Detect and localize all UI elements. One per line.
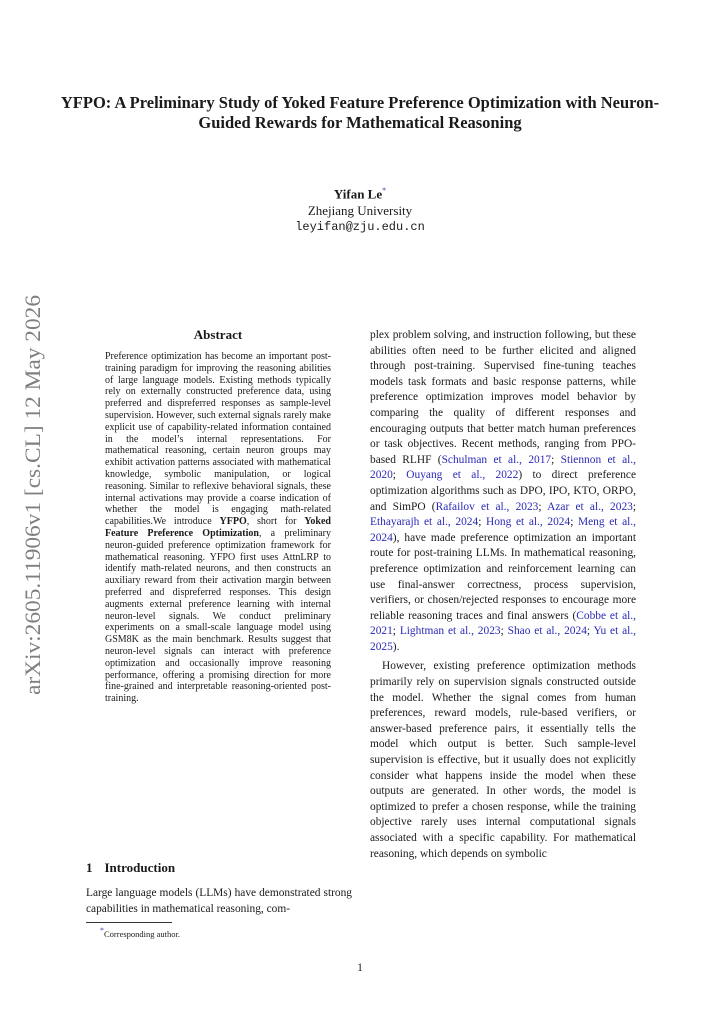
citation-sep: ; xyxy=(478,516,487,529)
abstract-fullname: Yoked Feature Preference Optimization xyxy=(105,516,331,539)
p1-text-a: plex problem solving, and instruction following, but these abilities often need to be further elicited and aligned through post-training. Supervised fine-tuning teaches models task formats and basic response patterns, while preference optimization improves model behavior by comparing the quality of different responses and encouraging outputs that better match human preferences or task objectives. Recent methods, ranging from PPO-based RLHF ( xyxy=(370,329,636,466)
author-block xyxy=(160,183,560,236)
footnote-rule xyxy=(86,922,172,923)
intro-paragraph-1: Large language models (LLMs) have demonstrated strong capabilities in mathematical reasoning, com- xyxy=(86,887,352,915)
citation-link[interactable]: Azar et al., 2023 xyxy=(547,500,633,513)
section-title: Introduction xyxy=(104,860,176,875)
citation-link[interactable]: Shao et al., 2024 xyxy=(507,625,587,638)
right-paragraph-2: However, existing preference optimization methods primarily rely on supervision signals constructed outside the model. Whether the signal comes from human preferences, reward models, rule-based verifiers, or answer-based preference pairs, it essentially tells the model which output is better. Such sample-level supervision is effective, but it usually does not explicitly consider what happens inside the model when these outputs are generated. In other words, the model is optimized to prefer a chosen response, while the training objective rarely uses internal computational signals associated with a specific capability. For mathematical reasoning, which depends on symbolic xyxy=(370,660,636,860)
p1-text-c: ), have made preference optimization an important route for post-training LLMs. In mathematical reasoning, preference optimization and reinforcement learning can use final-answer correctness, process supervision, verifiers, or chosen/rejected responses to encourage more reliable reasoning traces and final answers ( xyxy=(370,531,636,622)
arxiv-identifier xyxy=(4,290,56,700)
citation-sep: ; xyxy=(551,453,561,466)
citation-sep: ; xyxy=(392,469,407,482)
paper-title: YFPO: A Preliminary Study of Yoked Feature Preference Optimization with Neuron-Guided Rewards for Mathematical Reasoning xyxy=(60,93,660,132)
citation-link[interactable]: Lightman et al., 2023 xyxy=(399,625,501,638)
abstract-yfpo: YFPO xyxy=(219,516,247,528)
section-number: 1 xyxy=(86,860,93,875)
citation-link[interactable]: Ethayarajh et al., 2024 xyxy=(370,516,479,529)
citation-link[interactable]: Stiennon et al., 2020 xyxy=(370,453,636,482)
abstract-text-a: Preference optimization has become an important post-training paradigm for improving the reasoning abilities of large language models. Existing methods typically rely on externally constructed preference data, using preferred and dispreferred responses as sample-level supervision. However, such external signals rarely make explicit use of capability-related information contained in the model’s internal representations. For mathematical reasoning, certain neuron groups may exhibit activation patterns associated with mathematical knowledge, symbolic manipulation, or logical reasoning. Similar to reflexive behavioral signals, these internal activations may provide a coarse indication of whether the model is engaging math-related capabilities.We introduce xyxy=(105,351,331,528)
citation-link[interactable]: Ouyang et al., 2022 xyxy=(406,469,519,482)
abstract-text-b: , short for xyxy=(246,516,305,528)
abstract-text-c: , a preliminary neuron-guided preference optimization framework for mathematical reasoning. YFPO first uses AttnLRP to identify math-related neurons, and then constructs an auxiliary reward from their activation margin between preferred and dispreferred responses. This design augments external preference learning with internal neuron-level signals. We conduct preliminary experiments on a small-scale language model using GSM8K as the main benchmark. Results suggest that neuron-level signals can interact with preference optimization and occasionally improve reasoning performance, offering a promising direction for more fine-grained and interpretable reasoning-oriented post-training. xyxy=(105,527,331,705)
abstract-section xyxy=(105,327,331,705)
page-number: 1 xyxy=(357,962,363,974)
footnote-mark: * xyxy=(100,926,104,935)
citation-sep: ; xyxy=(392,625,400,638)
author-affiliation: Zhejiang University xyxy=(307,202,413,218)
author-footnote-mark[interactable]: * xyxy=(382,186,387,195)
citation-sep: ; xyxy=(538,500,548,513)
arxiv-identifier-text: arXiv:2605.11906v1 [cs.CL] 12 May 2026 xyxy=(20,318,45,695)
p1-text-d: ). xyxy=(392,640,400,653)
footnote xyxy=(100,926,180,939)
arxiv-identifier-vertical xyxy=(4,290,56,700)
citation-link[interactable]: Hong et al., 2024 xyxy=(486,516,571,529)
author-line xyxy=(160,183,560,203)
citation-link[interactable]: Yu et al., 2025 xyxy=(370,625,637,653)
citation-link[interactable]: Rafailov et al., 2023 xyxy=(435,500,539,513)
citation-sep: ; xyxy=(632,500,637,513)
section-heading xyxy=(86,860,352,876)
author-name: Yifan Le xyxy=(333,186,383,202)
p1-text-b: ) to direct preference optimization algorithms such as DPO, IPO, KTO, ORPO, and SimPO ( xyxy=(370,469,636,513)
abstract-body xyxy=(105,351,331,705)
citation-link[interactable]: Meng et al., 2024 xyxy=(370,516,637,544)
citation-link[interactable]: Cobbe et al., 2021 xyxy=(370,609,636,638)
right-paragraph-1 xyxy=(370,328,636,655)
citation-sep: ; xyxy=(586,625,594,638)
citation-sep: ; xyxy=(570,516,578,529)
right-column xyxy=(370,328,636,862)
author-email: leyifan@zju.edu.cn xyxy=(295,220,425,235)
citation-link[interactable]: Schulman et al., 2017 xyxy=(441,453,552,466)
introduction-section xyxy=(86,860,352,917)
footnote-text: Corresponding author. xyxy=(104,928,181,939)
citation-sep: ; xyxy=(500,625,508,638)
abstract-heading: Abstract xyxy=(193,327,243,342)
